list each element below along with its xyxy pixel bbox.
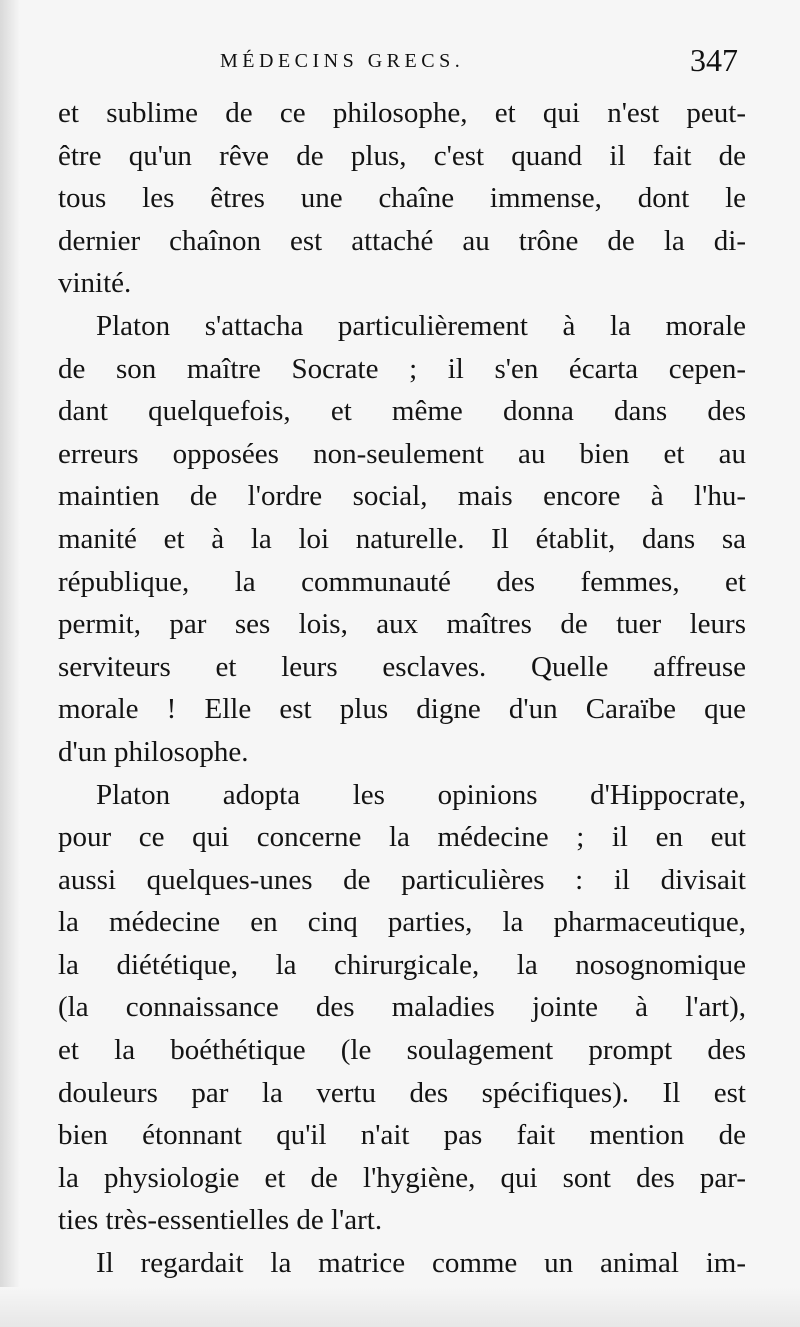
paragraph-2 bbox=[58, 305, 746, 774]
text-line: Platon s'attacha particulièrement à la morale bbox=[96, 309, 746, 342]
text-line: république, la communauté des femmes, et bbox=[58, 565, 746, 598]
text-line: ties très-essentielles de l'art. bbox=[58, 1204, 383, 1237]
text-line: douleurs par la vertu des spécifiques). Il est bbox=[58, 1076, 746, 1109]
text-line: serviteurs et leurs esclaves. Quelle affreuse bbox=[58, 650, 746, 683]
body-text bbox=[58, 92, 746, 1285]
text-line: aussi quelques-unes de particulières : il divisait bbox=[58, 863, 746, 896]
text-line: la médecine en cinq parties, la pharmaceutique, bbox=[58, 906, 746, 939]
text-line: erreurs opposées non-seulement au bien et au bbox=[58, 437, 746, 470]
text-line: (la connaissance des maladies jointe à l'art), bbox=[58, 991, 746, 1024]
running-title: MÉDECINS GRECS. bbox=[220, 50, 465, 72]
text-line: et la boéthétique (le soulagement prompt des bbox=[58, 1034, 746, 1067]
text-line: dant quelquefois, et même donna dans des bbox=[58, 395, 746, 428]
text-line: pour ce qui concerne la médecine ; il en eut bbox=[58, 821, 746, 854]
paragraph-4 bbox=[58, 1242, 746, 1285]
text-line: bien étonnant qu'il n'ait pas fait mention de bbox=[58, 1119, 746, 1152]
text-line: et sublime de ce philosophe, et qui n'est peut- bbox=[58, 97, 746, 129]
text-line: tous les êtres une chaîne immense, dont le bbox=[58, 182, 746, 215]
paragraph-1 bbox=[58, 92, 746, 305]
scan-shadow-edge bbox=[0, 0, 20, 1327]
text-line: dernier chaînon est attaché au trône de la di- bbox=[58, 224, 746, 257]
text-line: la diététique, la chirurgicale, la nosognomique bbox=[58, 948, 746, 981]
text-line: Platon adopta les opinions d'Hippocrate, bbox=[96, 778, 746, 811]
text-line: vinité. bbox=[58, 267, 132, 300]
text-line: maintien de l'ordre social, mais encore à l'hu- bbox=[58, 480, 746, 513]
scan-shadow-bottom bbox=[0, 1287, 800, 1327]
text-line: la physiologie et de l'hygiène, qui sont des par- bbox=[58, 1161, 746, 1194]
text-line: permit, par ses lois, aux maîtres de tuer leurs bbox=[58, 608, 746, 641]
text-line: être qu'un rêve de plus, c'est quand il fait de bbox=[58, 139, 746, 172]
page-number: 347 bbox=[690, 42, 738, 78]
text-line: d'un philosophe. bbox=[58, 735, 249, 768]
text-line: de son maître Socrate ; il s'en écarta cepen- bbox=[58, 352, 746, 385]
paragraph-3 bbox=[58, 774, 746, 1243]
text-line: Il regardait la matrice comme un animal im- bbox=[96, 1247, 746, 1280]
text-line: manité et à la loi naturelle. Il établit, dans sa bbox=[58, 522, 746, 555]
running-head bbox=[60, 40, 740, 90]
text-line: morale ! Elle est plus digne d'un Caraïbe que bbox=[58, 693, 746, 726]
